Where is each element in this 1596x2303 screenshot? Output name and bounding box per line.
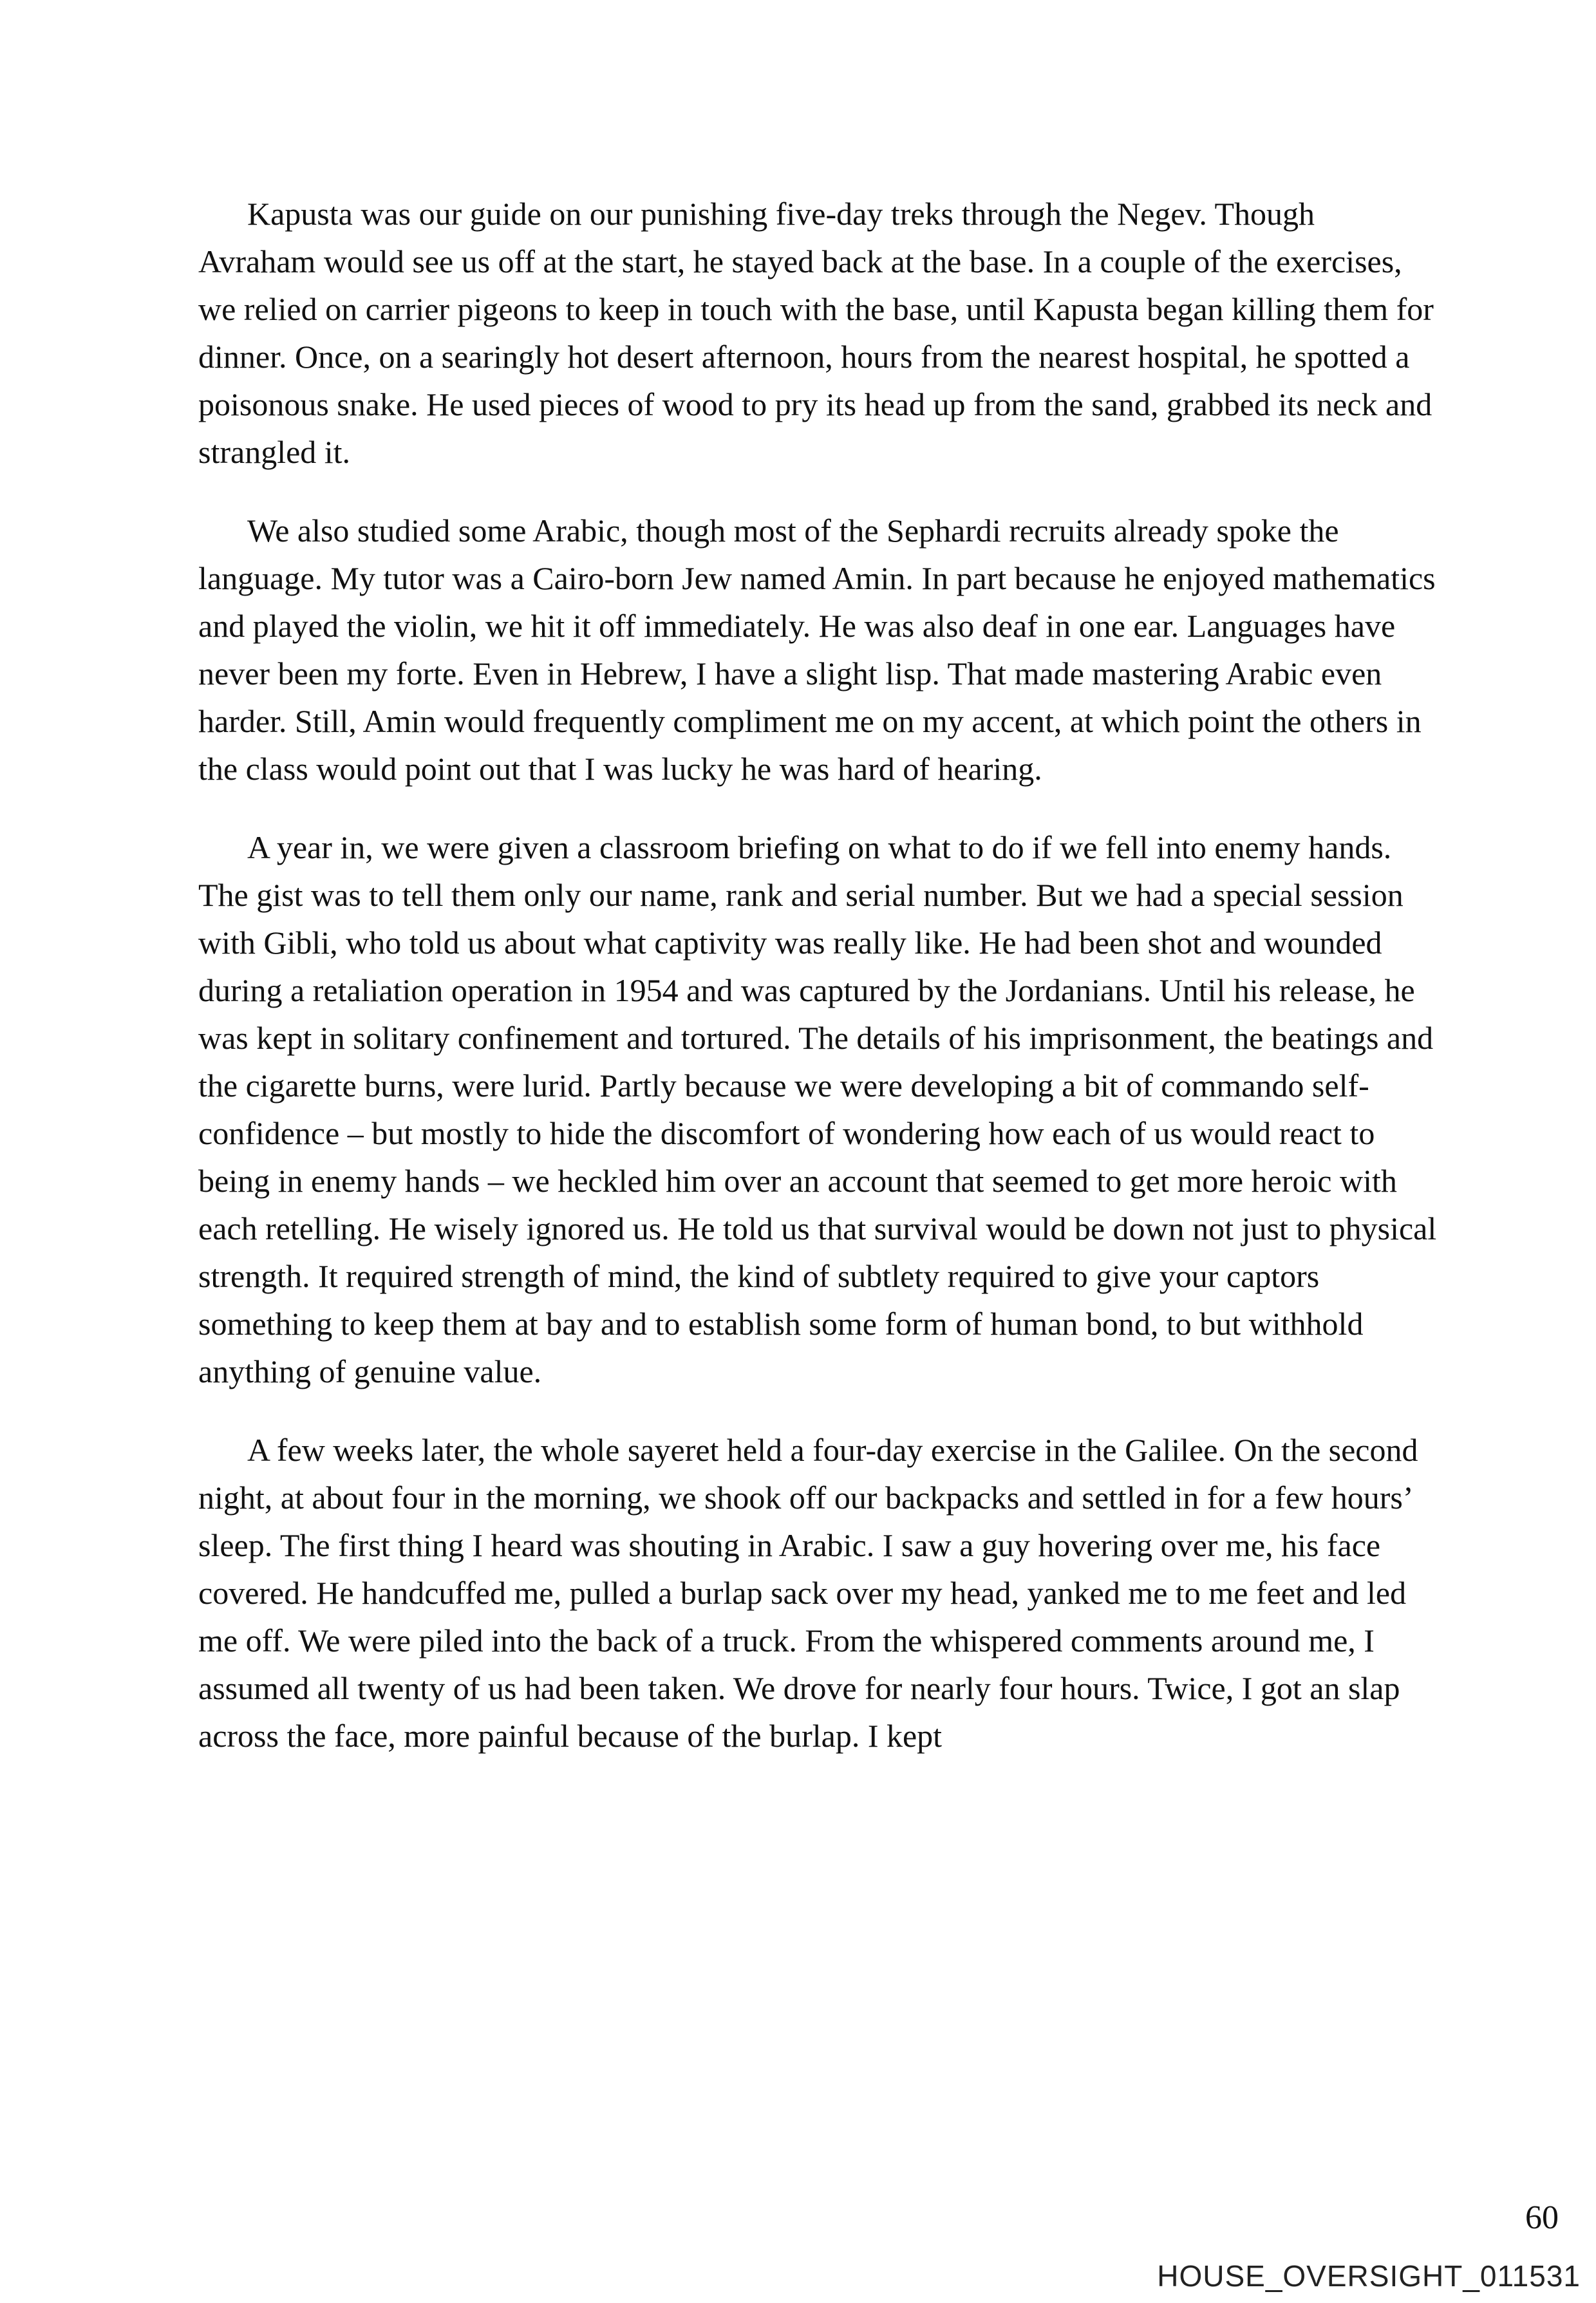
body-text <box>198 190 1438 1791</box>
page-number: 60 <box>1525 2199 1559 2236</box>
bates-stamp: HOUSE_OVERSIGHT_011531 <box>1157 2259 1581 2293</box>
paragraph: A year in, we were given a classroom briefing on what to do if we fell into enemy hands. The gist was to tell them only our name, rank and serial number. But we had a special session with Gibli, who told us about what captivity was really like. He had been shot and wounded during a retaliation operation in 1954 and was captured by the Jordanians. Until his release, he was kept in solitary confinement and tortured. The details of his imprisonment, the beatings and the cigarette burns, were lurid. Partly because we were developing a bit of commando self-confidence – but mostly to hide the discomfort of wondering how each of us would react to being in enemy hands – we heckled him over an account that seemed to get more heroic with each retelling. He wisely ignored us. He told us that survival would be down not just to physical strength. It required strength of mind, the kind of subtlety required to give your captors something to keep them at bay and to establish some form of human bond, to but withhold anything of genuine value. <box>198 829 1437 1389</box>
paragraph: We also studied some Arabic, though most of the Sephardi recruits already spoke the language. My tutor was a Cairo-born Jew named Amin. In part because he enjoyed mathematics and played the violin, we hit it off immediately. He was also deaf in one ear. Languages have never been my forte. Even in Hebrew, I have a slight lisp. That made mastering Arabic even harder. Still, Amin would frequently compliment me on my accent, at which point the others in the class would point out that I was lucky he was hard of hearing. <box>198 512 1436 787</box>
paragraph: A few weeks later, the whole sayeret held a four-day exercise in the Galilee. On the second night, at about four in the morning, we shook off our backpacks and settled in for a few hours’ sleep. The first thing I heard was shouting in Arabic. I saw a guy hovering over me, his face covered. He handcuffed me, pulled a burlap sack over my head, yanked me to me feet and led me off. We were piled into the back of a truck. From the whispered comments around me, I assumed all twenty of us had been taken. We drove for nearly four hours. Twice, I got an slap across the face, more painful because of the burlap. I kept <box>198 1432 1418 1754</box>
paragraph: Kapusta was our guide on our punishing five-day treks through the Negev. Though Avraham would see us off at the start, he stayed back at the base. In a couple of the exercises, we relied on carrier pigeons to keep in touch with the base, until Kapusta began killing them for dinner. Once, on a searingly hot desert afternoon, hours from the nearest hospital, he spotted a poisonous snake. He used pieces of wood to pry its head up from the sand, grabbed its neck and strangled it. <box>198 196 1434 470</box>
